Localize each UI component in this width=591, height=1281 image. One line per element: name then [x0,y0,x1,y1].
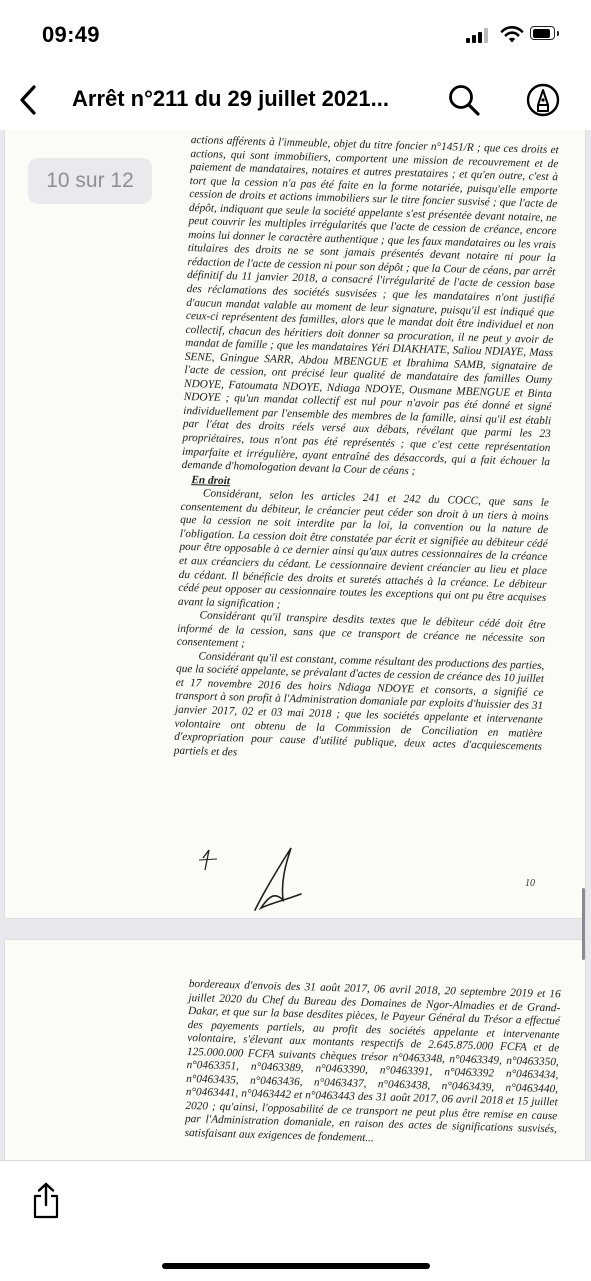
wifi-icon [500,24,524,44]
status-time: 09:49 [42,22,100,47]
bottom-toolbar [0,1160,591,1281]
back-chevron-icon[interactable] [14,82,44,118]
home-indicator[interactable] [162,1263,430,1269]
cellular-signal-icon [466,27,490,43]
paragraph: Considérant qu'il est constant, comme résultant des productions des parties, que la société appelante, se prévalant d'actes de cession de créance des 10 juillet et 17 novembre 2016 des hoirs Ndiaga NDOYE et consorts, a signifié ce transport à son profit à l'Administration domaniale par exploits d'huissier des 31 janvier 2017, 02 et 03 mai 2018 ; que les sociétés appelante et intervenante volontaire ont obtenu de la Commission de Conciliation en matière d'expropriation pour cause d'utilité publique, deux actes d'acquiescements partiels et des [173,650,545,759]
document-page-10 [5,130,585,918]
section-heading: En droit [191,473,231,487]
document-viewer[interactable] [0,130,591,1160]
share-icon[interactable] [30,1181,62,1221]
document-title: Arrêt n°211 du 29 juillet 2021... [72,86,389,111]
page-11-text [184,978,560,1151]
paragraph: actions afférents à l'immeuble, objet du titre foncier n°1451/R ; que ces droits et actions, qui sont immobiliers, comportent une mission de recouvrement et de paiement de mandataires, notaires et autres prestataires ; et qu'en outre, c'est à tort que la cession n'a pas été faite en la forme notariée, puisqu'elle emporte cession de droits et actions immobiliers sur le titre foncier susvisé ; que l'acte de dépôt, indiquant que seule la société appelante s'est présentée devant notaire, ne peut couvrir les multiples irrégularités que l'acte de cession de créance, encore moins lui donner le caractère authentique ; que les faux mandataires ou les vrais titulaires des droits ne se sont jamais présentés devant notaire ni pour la rédaction de l'acte de cession ni pour son dépôt ; que la Cour de céans, par arrêt définitif du 11 janvier 2018, a consacré l'irrégularité de l'acte de cession base des réclamations des sociétés susvisées ; que les mandataires n'ont justifié d'aucun mandat valable au moment de leur signature, puisqu'il est indiqué que ceux-ci représentent des familles, alors que le mandat doit être individuel et non collectif, chacun des héritiers doit donner sa procuration, il ne peut y avoir de mandat de famille ; que les mandataires Yéri DIAKHATE, Saliou NDIAYE, Mass SENE, Gningue SARR, Abdou MBENGUE et Ibrahima SAMB, signataire de l'acte de cession, ont précisé leur qualité de mandataire des familles Oumy NDOYE, Fatoumata NDOYE, Ndiaga NDOYE, Ousmane MBENGUE et Binta NDOYE ; qu'un mandat collectif est nul pour n'avoir pas été donné et signé individuellement par l'ensemble des membres de la famille, ainsi qu'il est établi par l'état des droits réels versé aux débats, révélant que parmi les 23 propriétaires, tous n'ont pas été représentés ; que c'est cette représentation imparfaite et irrégulière, ayant entraîné des désaccords, qui a fait échouer la demande d'homologation devant la Cour de céans ; [181,134,559,478]
page-number: 10 [525,878,535,889]
search-icon[interactable] [446,82,482,118]
battery-icon [530,26,560,42]
page-indicator: 10 sur 12 [28,158,152,204]
page-10-text [174,134,559,768]
status-bar [0,0,591,70]
document-page-11 [5,940,585,1160]
paragraph: Considérant, selon les articles 241 et 242 du COCC, que sans le consentement du débiteur, le créancier peut céder son droit à un tiers à moins que la cession ne soit interdite par la loi, la convention ou la nature de l'obligation. La cession doit être constatée par écrit et signifiée au débiteur cédé pour être opposable à ce dernier ainsi qu'aux autres cessionnaires de la créance et aux créanciers du cédant. Le cessionnaire devient créancier au lieu et place du cédant. Il bénéficie des droits et suretés attachés à la créance. Le débiteur cédé peut opposer au cessionnaire toutes les exceptions qui ont pu être acquises avant la signification ; [177,487,549,611]
scrollbar[interactable] [582,888,585,960]
navigation-bar [0,72,591,130]
markup-pen-icon[interactable] [526,83,560,117]
handwritten-signature [195,830,315,918]
paragraph: Considérant qu'il transpire desdits textes que le débiteur cédé doit être informé de la cession, sans que ce transport de créance ne nécessite son consentement ; [176,609,546,650]
paragraph: bordereaux d'envois des 31 août 2017, 06 avril 2018, 20 septembre 2019 et 16 juillet 2020 du Chef du Bureau des Domaines de Ngor-Almadies et de Grand-Dakar, et que sur la base desdites pièces, le Payeur Général du Trésor a effectué des payements partiels, au profit des sociétés appelante et intervenante volontaire, s'élevant aux montants respectifs de 2.645.875.000 FCFA et de 125.000.000 FCFA suivants chèques trésor n°0463348, n°0463349, n°0463350, n°0463351, n°0463389, n°0463390, n°0463391, n°0463392 n°0463434, n°0463435, n°0463436, n°0463437, n°0463438, n°0463439, n°0463440, n°0463441, n°0463442 et n°0463443 des 31 août 2017, 06 avril 2018 et 15 juillet 2020 ; qu'ainsi, l'opposabilité de ce transport ne peut plus être remise en cause par l'Administration domaniale, en raison des actes de significations susvisés, satisfaisant aux exigences de fondement... [184,978,561,1145]
